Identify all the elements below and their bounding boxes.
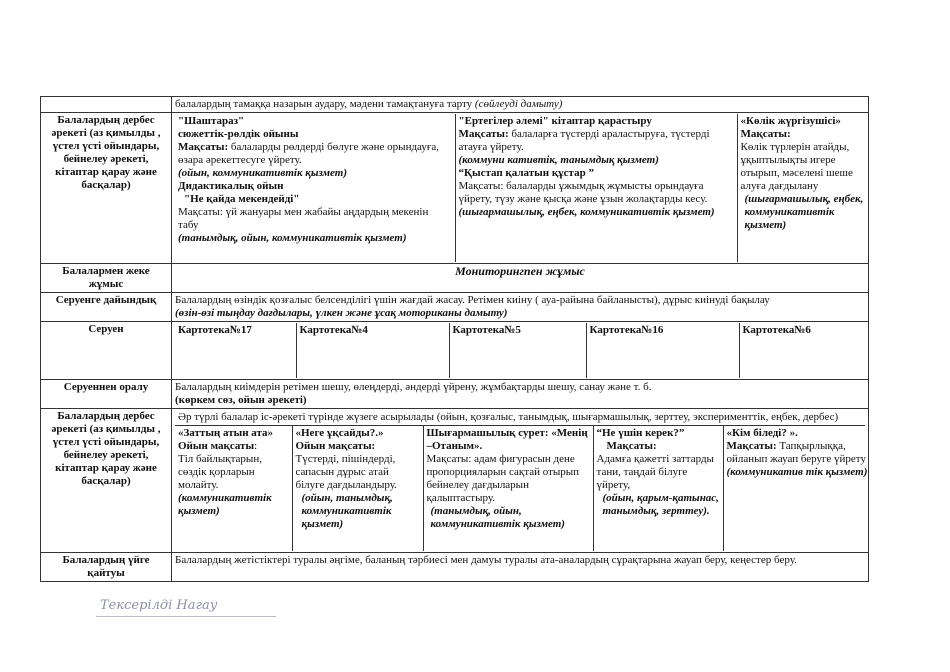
row-label: Балалардың үйге қайтуы xyxy=(41,553,172,582)
walk-card: Картотека№16 xyxy=(586,323,739,378)
game-what-resembles: «Неге ұқсайды?.» Ойын мақсаты: Түстерді, пішіндерді, сапасын дұрыс атай білуге дағдыландыру. (ойын, танымдық, коммуникативтік қызмет) xyxy=(292,426,423,551)
table-row xyxy=(41,293,869,322)
activity-fairy-tales: "Ертегілер әлемі" кітаптар қарастыру Мақсаты: балаларға түстерді араластыруға, түстерді атауға үйрету. (коммуни кативтік, танымдық қызмет) “Қыстап қалатын құстар ” Мақсаты: балаларды ұжымдық жұмысты орындауға үйрету, түзу және қысқа және ұзын жолақтарды кесу. (шығармашылық, еңбек, коммуникативтік қызмет) xyxy=(455,114,737,262)
walk-card: Картотека№17 xyxy=(178,324,252,336)
table-row xyxy=(41,97,869,113)
row-label: Балалармен жеке жұмыс xyxy=(41,264,172,293)
game-name-object: «Заттың атын ата» Ойын мақсаты: Тіл байлықтарын, сөздік қорларын молайту. (коммуникативтік қызмет) xyxy=(178,427,274,517)
table-row xyxy=(41,553,869,582)
going-home-cell: Балалардың жетістіктері туралы әңгіме, баланың тәрбиесі мен дамуы туралы ата-аналардың сұрақтарына жауап беру, кеңестер беру. xyxy=(172,553,869,582)
walk-card: Картотека№6 xyxy=(739,323,872,378)
creative-drawing: Шығармашылық сурет: «Менің –Отаным». Мақсаты: адам фигурасын дене пропорцияларын сақтай отырып бейнелеу дағдыларын қалыптастыру. (танымдық, ойын, коммуникативтік қызмет) xyxy=(423,426,593,551)
row-label: Серуенге дайындық xyxy=(41,293,172,322)
independent-activity-cell xyxy=(172,113,869,264)
independent-activity-cell-2: Әр түрлі балалар іс-әрекеті түрінде жүзеге асырылады (ойын, қозғалыс, танымдық, шығармашылық, зерттеу, эксперименттік, еңбек, дербес) «Заттың атын ата» Ойын мақсаты: Тіл байлықтарын, сөздік қорларын молайту. (коммуникативтік қызмет) «Неге ұқсайды?.» Ойын мақсаты: Түстерді, пішіндерді, сапасын дұрыс атай білуге дағдыландыру. (ойын, танымдық, коммуникативтік қызмет) Шығармашылық сурет: «Менің –Отаным». Мақсаты: адам фигурасын дене пропорцияларын сақтай отырып бейнелеу дағдыларын қалыптастыру. (танымдық, ойын, коммуникативтік қызмет) “Не үшін керек?” Мақсаты: Адамға қажетті заттарды тани, таңдай білуге үйрету, (ойын, қарым-қатынас, танымдық, зерттеу). «Кім біледі? ». Мақсаты: Тапқырлыққа, ойланып жауап беруге үйрету (коммуникатив тік қызмет) xyxy=(172,409,869,553)
walk-return-cell: Балалардың киімдерін ретімен шешу, өлеңдерді, әндерді үйрену, жұмбақтарды шешу, санау және т. б. (көркем сөз, ойын әрекеті) xyxy=(172,380,869,409)
row-label: Серуеннен оралу xyxy=(41,380,172,409)
row-label: Балалардың дербес әрекеті (аз қимылды , үстел үсті ойындары, бейнелеу әрекеті, кітаптар қарау және басқалар) xyxy=(41,409,172,553)
row-label: Балалардың дербес әрекеті (аз қимылды , үстел үсті ойындары, бейнелеу әрекеті, кітаптар қарау және басқалар) xyxy=(41,113,172,264)
table-row xyxy=(41,264,869,293)
signature: Тексерілді Нагау xyxy=(100,598,218,613)
table-row xyxy=(41,113,869,264)
plan-sheet xyxy=(40,96,868,582)
table-row xyxy=(41,322,869,380)
row-label: Серуен xyxy=(41,322,172,380)
walk-prep-cell: Балалардың өзіндік қозғалыс белсенділігі үшін жағдай жасау. Ретімен киіну ( ауа-райына байланысты), дұрыс киінуді бақылау (өзін-өзі тыңдау дағдылары, үлкен және ұсақ моториканы дамыту) xyxy=(172,293,869,322)
individual-work-cell: Мониторингпен жұмыс xyxy=(172,264,869,293)
table-row xyxy=(41,409,869,553)
signature-line xyxy=(96,616,276,617)
game-who-knows: «Кім біледі? ». Мақсаты: Тапқырлыққа, ойланып жауап беруге үйрету (коммуникатив тік қызмет) xyxy=(723,426,872,551)
walk-card: Картотека№5 xyxy=(449,323,586,378)
walk-card: Картотека№4 xyxy=(296,323,449,378)
meal-cell: балалардың тамаққа назарын аудару, мәдени тамақтануға тарту (сөйлеуді дамыту) xyxy=(172,97,869,113)
game-why-needed: “Не үшін керек?” Мақсаты: Адамға қажетті заттарды тани, таңдай білуге үйрету, (ойын, қарым-қатынас, танымдық, зерттеу). xyxy=(593,426,723,551)
walk-cell xyxy=(172,322,869,380)
activity-hairdresser: "Шаштараз" сюжеттік-рөлдік ойыны Мақсаты: балаларды рөлдерді бөлуге және орындауға, өзара әрекеттесуге үйрету. (ойын, коммуникативтік қызмет) Дидактикалық ойын "Не қайда мекендейді" Мақсаты: үй жануары мен жабайы аңдардың мекенін табу (танымдық, ойын, коммуникативтік қызмет) xyxy=(178,115,440,244)
activity-driver: «Көлік жүргізушісі» Мақсаты: Көлік түрлерін атайды, ұқыптылықты игере отырып, мәселені шеше алуға дағдылану (шығармашылық, еңбек, коммуникативтік қызмет) xyxy=(737,114,872,262)
table-row xyxy=(41,380,869,409)
plan-table xyxy=(40,96,869,582)
